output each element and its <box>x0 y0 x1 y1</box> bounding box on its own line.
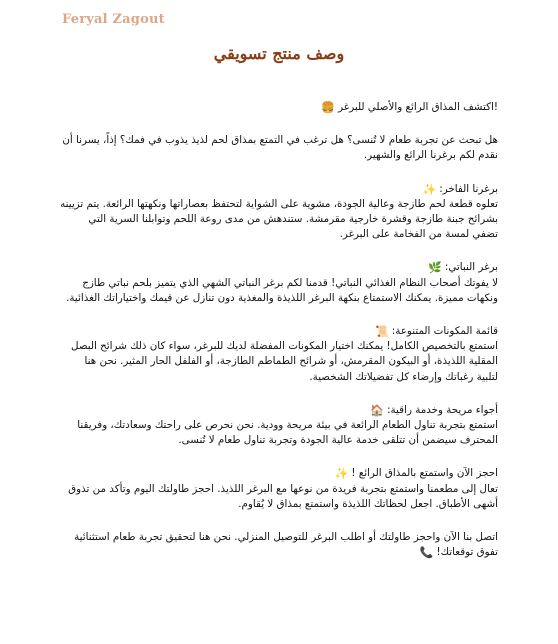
house-icon: 🏠 <box>370 403 385 417</box>
scroll-icon: 📜 <box>375 325 389 339</box>
closing-paragraph <box>60 530 498 560</box>
section-5 <box>60 403 498 449</box>
section-heading-text: برغرنا الفاخر: <box>439 182 498 195</box>
section-heading-text: قائمة المكونات المتنوعة: <box>391 325 498 338</box>
document-body <box>60 100 498 560</box>
section-body: تعلوه قطعة لحم طازجة وعالية الجودة، مشوية على الشواية لتحتفظ بعصاراتها ونكهتها الرائعة. يتم تزيينه بشرائح جبنة طازجة وقشرة خارجية مقرمشة. ستندهش من مدى روعة اللحم وتوابلنا السرية التي تضفي لمسة من الفخامة على البرغر. <box>60 197 498 241</box>
brand-name: Feryal Zagout <box>62 12 165 27</box>
section-body: استمتع بتجربة تناول الطعام الرائعة في بيئة مريحة وودية. نحن نحرص على راحتك وسعادتك، وفريقنا المحترف سيضمن أن تتلقى خدمة عالية الجودة وتجربة تناول طعام لا تُنسى. <box>77 419 498 447</box>
section-heading <box>60 403 498 418</box>
sparkle-icon: ✨ <box>422 182 437 196</box>
sparkle-icon: ✨ <box>334 467 349 481</box>
section-body: هل تبحث عن تجربة طعام لا تُنسى؟ هل ترغب في التمتع بمذاق لحم لذيذ يذوب في فمك؟ إذاً، يسرنا أن نقدم لكم برغرنا الرائع والشهير. <box>62 134 498 162</box>
section-body: استمتع بالتخصيص الكامل! يمكنك اختيار المكونات المفضلة لديك للبرغر، سواء كان ذلك شرائح البصل المقلية اللذيذة، أو البيكون المقرمش، أو شرائح الطماطم الطازجة، أو الفلفل الحار المثير. نحن هنا لتلبية رغباتك وإرضاء كل تفضيلاتك الشخصية. <box>71 340 498 383</box>
section-2 <box>60 182 498 243</box>
section-heading-text: برغر النباتي: <box>444 261 498 274</box>
section-heading-text: احجز الآن واستمتع بالمذاق الرائع ! <box>351 467 498 480</box>
section-body: تعال إلى مطعمنا واستمتع بتجربة فريدة من نوعها مع البرغر اللذيذ. احجز طاولتك اليوم وتأكد من تذوق أشهى الأطباق. اجعل لحظاتك اللذيذة واستمتع بمذاق لا يُقاوم. <box>68 482 498 510</box>
herb-icon: 🌿 <box>428 261 442 275</box>
section-heading <box>60 466 498 481</box>
section-heading-text: أجواء مريحة وخدمة راقية: <box>387 403 498 416</box>
section-1 <box>60 133 498 163</box>
section-3 <box>60 260 498 306</box>
section-heading <box>60 182 498 197</box>
section-heading-text: !اكتشف المذاق الرائع والأصلي للبرغر <box>338 101 498 113</box>
section-heading <box>60 260 498 275</box>
phone-icon: 📞 <box>419 546 434 560</box>
burger-icon: 🍔 <box>321 101 336 114</box>
section-6 <box>60 466 498 512</box>
section-heading <box>60 100 498 115</box>
section-body: لا يفوتك أصحاب النظام الغذائي النباتي! قدمنا لكم برغر النباتي الشهي الذي يتميز بلحم نباتي طازج ونكهات مميزة. يمكنك الاستمتاع بنكهة البرغر اللذيذة والمغذية دون تنازل عن قيمك واختياراتك الغذائية. <box>66 276 498 304</box>
section-4 <box>60 324 498 385</box>
page-title: وصف منتج تسويقي <box>213 44 345 63</box>
section-0 <box>60 100 498 115</box>
section-heading <box>60 324 498 339</box>
closing-text: اتصل بنا الآن واحجز طاولتك أو اطلب البرغر للتوصيل المنزلي. نحن هنا لتحقيق تجربة طعام استثنائية تفوق توقعاتك! <box>74 531 498 559</box>
